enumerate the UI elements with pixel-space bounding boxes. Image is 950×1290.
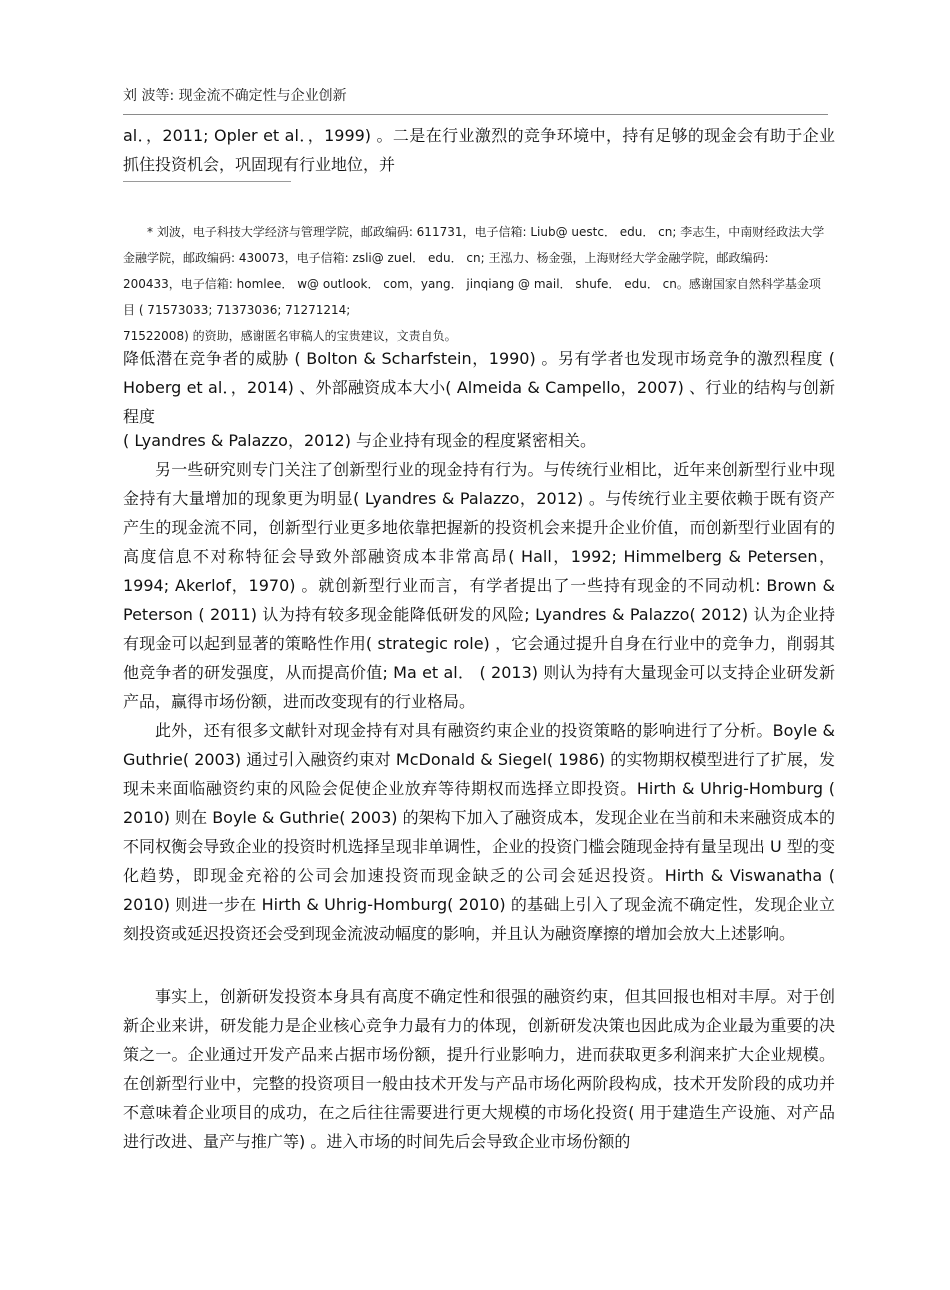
paragraph-continued-2: ( Lyandres & Palazzo，2012) 与企业持有现金的程度紧密相关。 — [123, 431, 597, 450]
running-title: 刘 波等: 现金流不确定性与企业创新 — [123, 88, 347, 104]
paragraph-continued: 降低潜在竞争者的威胁 ( Bolton & Scharfstein，1990) 。另有学者也发现市场竞争的激烈程度 ( Hoberg et al．，2014) 、外部融资成本大小( Almeida & Campello，2007) 、行业的结构与创新程度 — [123, 349, 835, 426]
paragraph-4: 事实上，创新研发投资本身具有高度不确定性和很强的融资约束，但其回报也相对丰厚。对于创新企业来讲，研发能力是企业核心竞争力最有力的体现，创新研发决策也因此成为企业最为重要的决策之一。企业通过开发产品来占据市场份额，提升行业影响力，进而获取更多利润来扩大企业规模。在创新型行业中，完整的投资项目一般由技术开发与产品市场化两阶段构成，技术开发阶段的成功并不意味着企业项目的成功，在之后往往需要进行更大规模的市场化投资( 用于建造生产设施、对产品进行改进、量产与推广等) 。进入市场的时间先后会导致企业市场份额的 — [123, 987, 835, 1151]
paragraph-2: 另一些研究则专门关注了创新型行业的现金持有行为。与传统行业相比，近年来创新型行业中现金持有大量增加的现象更为明显( Lyandres & Palazzo，2012) 。与传统行业主要依赖于既有资产产生的现金流不同，创新型行业更多地依靠把握新的投资机会来提升企业价值，而创新型行业固有的高度信息不对称特征会导致外部融资成本非常高昂( Hall，1992; Himmelberg & Petersen，1994; Akerlof，1970) 。就创新型行业而言，有学者提出了一些持有现金的不同动机: Brown & Peterson ( 2011) 认为持有较多现金能降低研发的风险; Lyandres & Palazzo( 2012) 认为企业持有现金可以起到显著的策略性作用( strategic role) ，它会通过提升自身在行业中的竞争力，削弱其他竞争者的研发强度，从而提高价值; Ma et al． ( 2013) 则认为持有大量现金可以支持企业研发新产品，赢得市场份额，进而改变现有的行业格局。 — [123, 460, 835, 711]
footnote-text: * 刘波，电子科技大学经济与管理学院，邮政编码: 611731，电子信箱: Liub@ uestc． edu． cn; 李志生，中南财经政法大学金融学院，邮政编码: 430073，电子信箱: zsli@ zuel． edu． cn; 王泓力、杨金强，上海财经大学金融学院，邮政编码: 200433，电子信箱: homlee． w@ outlook． com，yang． jinqiang @ mail． shufe． edu． cn。感谢国家自然科学基金项目 ( 71573033; 71373036; 71271214; — [123, 225, 825, 317]
footnote-text-end: 71522008) 的资助，感谢匿名审稿人的宝贵建议，文责自负。 — [123, 329, 457, 343]
paragraph-top: al．，2011; Opler et al．，1999) 。二是在行业激烈的竞争环境中，持有足够的现金会有助于企业抓住投资机会，巩固现有行业地位，并 — [123, 126, 835, 174]
footnote-rule — [123, 181, 291, 182]
paragraph-3: 此外，还有很多文献针对现金持有对具有融资约束企业的投资策略的影响进行了分析。Boyle & Guthrie( 2003) 通过引入融资约束对 McDonald & Siegel( 1986) 的实物期权模型进行了扩展，发现未来面临融资约束的风险会促使企业放弃等待期权而选择立即投资。Hirth & Uhrig-Homburg ( 2010) 则在 Boyle & Guthrie( 2003) 的架构下加入了融资成本，发现企业在当前和未来融资成本的不同权衡会导致企业的投资时机选择呈现非单调性，企业的投资门槛会随现金持有量呈现出 U 型的变化趋势，即现金充裕的公司会加速投资而现金缺乏的公司会延迟投资。Hirth & Viswanatha ( 2010) 则进一步在 Hirth & Uhrig-Homburg( 2010) 的基础上引入了现金流不确定性，发现企业立刻投资或延迟投资还会受到现金流波动幅度的影响，并且认为融资摩擦的增加会放大上述影响。 — [123, 721, 835, 943]
footnote — [123, 219, 828, 349]
header-rule — [123, 114, 828, 115]
